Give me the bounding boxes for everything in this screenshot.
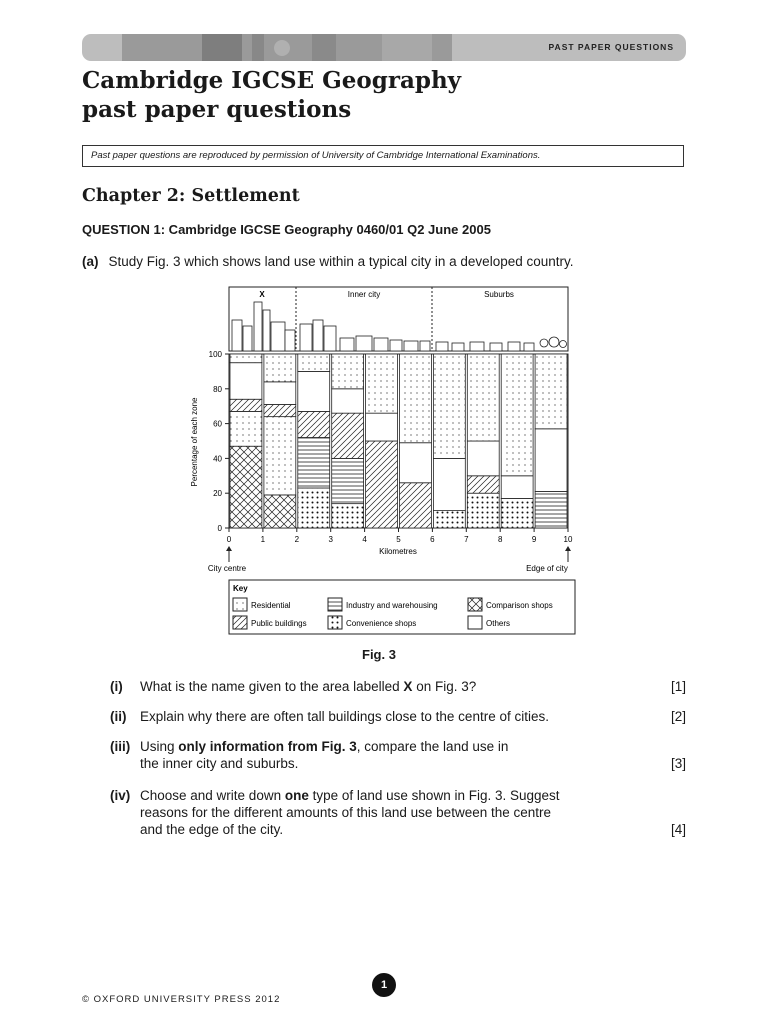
bar-segment-2-3-convenience-shops — [298, 488, 330, 528]
x-tick-label-5: 5 — [396, 535, 401, 544]
question-iii-line2: the inner city and suburbs. — [140, 756, 299, 771]
bar-segment-8-9-convenience-shops — [501, 498, 533, 528]
question-iv-marks: [4] — [670, 822, 686, 837]
question-iii-post: , compare the land use in — [356, 739, 509, 754]
bar-segment-4-5-public-buildings — [366, 441, 398, 528]
bar-segment-6-7-others — [433, 458, 465, 510]
bar-segment-9-10-others — [535, 429, 567, 492]
bar-segment-0-1-comparison-shops — [230, 446, 262, 528]
legend-key — [229, 580, 575, 634]
bar-segment-7-8-others — [467, 441, 499, 476]
question-iv-pre: Choose and write down — [140, 788, 285, 803]
y-tick-label-60: 60 — [213, 419, 222, 429]
question-i-bold: X — [403, 679, 413, 694]
question-iv-post: type of land use shown in Fig. 3. Suggest — [308, 788, 560, 803]
question-title: QUESTION 1: Cambridge IGCSE Geography 0460/01 Q2 June 2005 — [82, 222, 491, 237]
question-ii-text: Explain why there are often tall buildings close to the centre of cities. — [140, 709, 549, 724]
title-line2: past paper questions — [82, 96, 352, 123]
bar-segment-6-7-residential — [433, 354, 465, 458]
question-i-marks: [1] — [670, 679, 686, 694]
bar-segment-4-5-others — [366, 413, 398, 441]
title-line1: Cambridge IGCSE Geography — [82, 67, 462, 94]
bars-layer — [230, 354, 567, 528]
question-ii-num: (ii) — [110, 709, 127, 724]
figure-caption: Fig. 3 — [362, 647, 396, 662]
question-i-text: What is the name given to the area labelled X on Fig. 3? — [140, 679, 477, 694]
bar-segment-3-4-industry-and-warehousing — [332, 458, 364, 503]
bar-segment-0-1-public-buildings — [230, 399, 262, 411]
bar-segment-1-2-others — [264, 382, 296, 405]
part-a-label: (a) — [82, 254, 99, 269]
bar-segment-2-3-industry-and-warehousing — [298, 438, 330, 488]
bar-segment-1-2-comparison-shops — [264, 495, 296, 528]
city-centre-label: City centre — [207, 564, 247, 573]
y-tick-label-80: 80 — [213, 384, 222, 394]
zone-label-suburbs: Suburbs — [484, 290, 514, 299]
x-tick-label-2: 2 — [294, 535, 300, 544]
x-tick-label-8: 8 — [497, 535, 503, 544]
bar-segment-2-3-public-buildings — [298, 411, 330, 437]
bar-segment-3-4-convenience-shops — [332, 504, 364, 528]
bar-segment-7-8-convenience-shops — [467, 493, 499, 528]
y-tick-label-20: 20 — [213, 489, 222, 499]
part-a-text: Study Fig. 3 which shows land use within a typical city in a developed country. — [108, 254, 574, 269]
key-title: Key — [233, 584, 248, 593]
bar-segment-9-10-residential — [535, 354, 567, 429]
question-ii-marks: [2] — [670, 709, 686, 724]
stacked-bar-chart — [190, 350, 573, 556]
question-iii-marks: [3] — [670, 756, 686, 771]
header-label: PAST PAPER QUESTIONS — [548, 42, 674, 52]
x-tick-label-10: 10 — [563, 535, 573, 544]
y-tick-label-100: 100 — [208, 350, 222, 359]
bar-segment-7-8-residential — [467, 354, 499, 441]
edge-of-city-marker — [526, 546, 571, 573]
bar-segment-4-5-residential — [366, 354, 398, 413]
question-i-num: (i) — [110, 679, 123, 694]
edge-of-city-label: Edge of city — [526, 564, 568, 573]
legend-public-label: Public buildings — [251, 619, 307, 628]
legend-industry-label: Industry and warehousing — [346, 601, 438, 610]
question-iv-num: (iv) — [110, 788, 131, 803]
bar-segment-1-2-residential — [264, 354, 296, 382]
question-iv-line2: reasons for the different amounts of this land use between the centre — [140, 805, 552, 820]
bar-segment-5-6-others — [400, 443, 432, 483]
question-iv-line3: and the edge of the city. — [140, 822, 284, 837]
bar-segment-9-10-industry-and-warehousing — [535, 491, 567, 528]
x-tick-label-1: 1 — [260, 535, 266, 544]
bar-segment-6-7-convenience-shops — [433, 511, 465, 528]
zone-label-x: X — [259, 290, 265, 299]
y-axis-label: Percentage of each zone — [190, 397, 199, 487]
question-iii-text — [140, 738, 650, 772]
x-tick-label-9: 9 — [531, 535, 537, 544]
question-iv-text — [140, 787, 650, 838]
footer-copyright: © OXFORD UNIVERSITY PRESS 2012 — [82, 994, 281, 1005]
question-iii-pre: Using — [140, 739, 179, 754]
chapter-heading: Chapter 2: Settlement — [82, 186, 300, 206]
bar-segment-8-9-others — [501, 476, 533, 499]
bar-segment-1-2-public-buildings — [264, 404, 296, 416]
page-number: 1 — [372, 973, 396, 997]
legend-comparison-label: Comparison shops — [486, 601, 553, 610]
bar-segment-3-4-public-buildings — [332, 413, 364, 458]
x-tick-label-4: 4 — [362, 535, 367, 544]
legend-residential-label: Residential — [251, 601, 291, 610]
bar-segment-2-3-others — [298, 371, 330, 411]
x-tick-label-6: 6 — [430, 535, 435, 544]
bar-segment-0-1-residential — [230, 411, 262, 446]
bar-segment-1-2-residential — [264, 417, 296, 495]
skyline-panel — [229, 287, 568, 351]
y-tick-label-40: 40 — [213, 454, 222, 464]
x-axis-label: Kilometres — [379, 547, 417, 556]
question-iii-bold: only information from Fig. 3 — [178, 739, 357, 754]
bar-segment-7-8-public-buildings — [467, 476, 499, 493]
bar-segment-5-6-residential — [400, 354, 432, 443]
permission-notice: Past paper questions are reproduced by permission of University of Cambridge International Examinations. — [82, 145, 684, 167]
question-iii-num: (iii) — [110, 739, 131, 754]
bar-segment-0-1-residential — [230, 354, 262, 363]
question-iv-bold: one — [284, 788, 309, 803]
y-tick-label-0: 0 — [217, 524, 222, 533]
zone-label-inner-city: Inner city — [347, 290, 381, 299]
bar-segment-0-1-others — [230, 363, 262, 400]
x-tick-label-7: 7 — [464, 535, 469, 544]
bar-segment-3-4-others — [332, 389, 364, 413]
x-tick-label-0: 0 — [226, 535, 232, 544]
bar-segment-3-4-residential — [332, 354, 364, 389]
x-tick-label-3: 3 — [328, 535, 333, 544]
bar-segment-8-9-residential — [501, 354, 533, 476]
city-centre-marker — [208, 546, 247, 573]
legend-convenience-label: Convenience shops — [346, 619, 417, 628]
legend-others-label: Others — [486, 619, 511, 628]
bar-segment-2-3-residential — [298, 354, 330, 371]
bar-segment-5-6-public-buildings — [400, 483, 432, 528]
